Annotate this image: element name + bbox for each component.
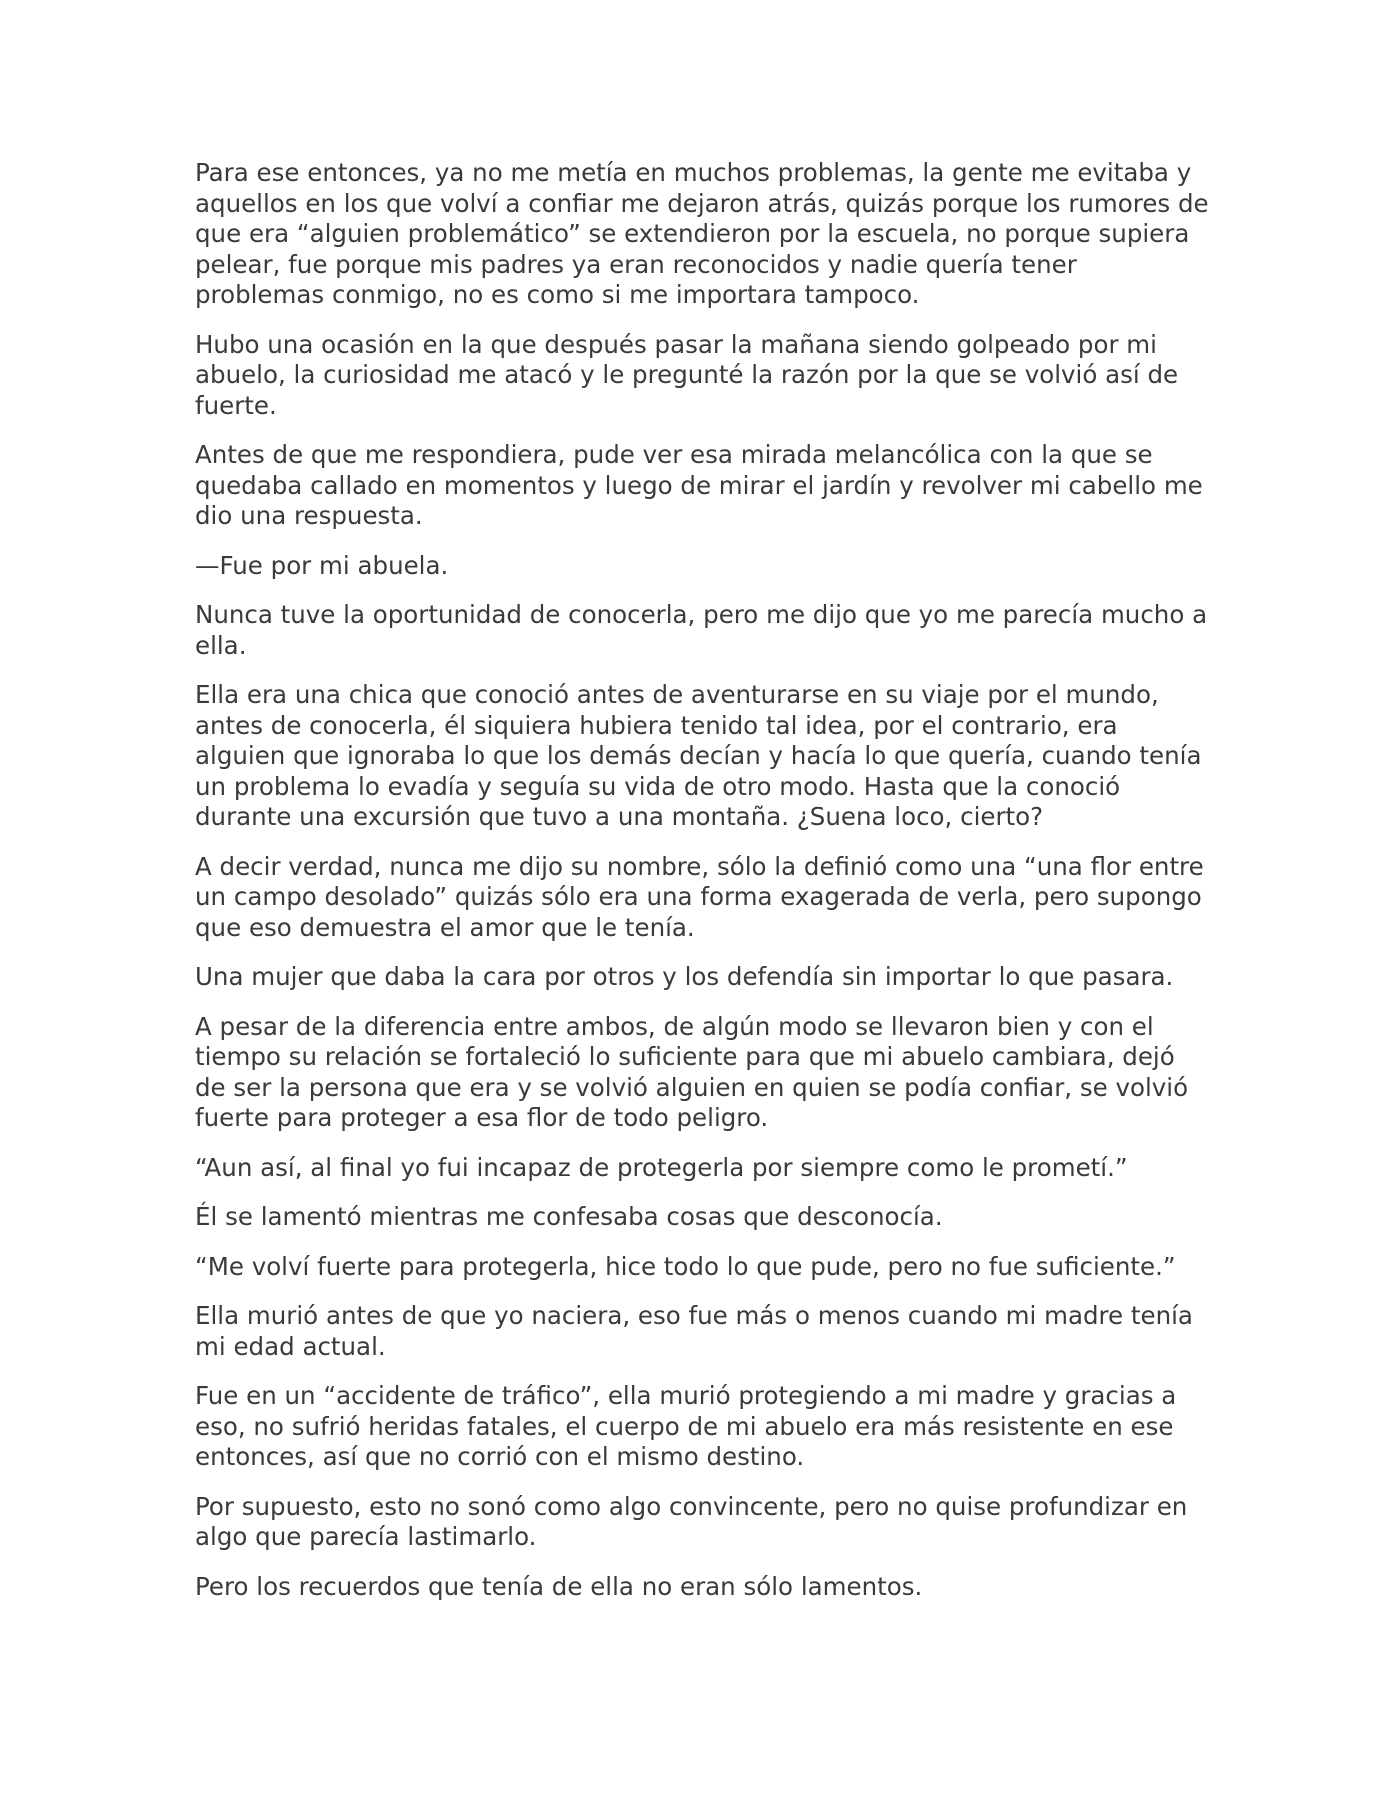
paragraph: “Me volví fuerte para protegerla, hice todo lo que pude, pero no fue suficiente.” — [195, 1251, 1176, 1281]
paragraph: Fue en un “accidente de tráfico”, ella murió protegiendo a mi madre y gracias a eso, no sufrió heridas fatales, el cuerpo de mi abuelo era más resistente en ese entonces, así que no corrió con el mismo destino. — [195, 1381, 1177, 1471]
paragraph: —Fue por mi abuela. — [195, 550, 449, 580]
paragraph: Antes de que me respondiera, pude ver esa mirada melancólica con la que se quedaba callado en momentos y luego de mirar el jardín y revolver mi cabello me dio una respuesta. — [195, 440, 1203, 530]
paragraph: Una mujer que daba la cara por otros y los defendía sin importar lo que pasara. — [195, 962, 1174, 991]
paragraph: Ella era una chica que conoció antes de aventurarse en su viaje por el mundo, antes de conocerla, él siquiera hubiera tenido tal idea, por el contrario, era alguien que ignoraba lo que los demás decían y hacía lo que quería, cuando tenía un problema lo evadía y seguía su vida de otro modo. Hasta que la conoció durante una excursión que tuvo a una montaña. ¿Suena loco, cierto? — [195, 680, 1202, 831]
paragraph: Hubo una ocasión en la que después pasar la mañana siendo golpeado por mi abuelo, la curiosidad me atacó y le pregunté la razón por la que se volvió así de fuerte. — [195, 329, 1179, 420]
paragraph: A decir verdad, nunca me dijo su nombre, sólo la definió como una “una flor entre un campo desolado” quizás sólo era una forma exagerada de verla, pero supongo que eso demuestra el amor que le tenía. — [195, 851, 1204, 942]
paragraph: Pero los recuerdos que tenía de ella no eran sólo lamentos. — [195, 1571, 923, 1601]
paragraph: Por supuesto, esto no sonó como algo convincente, pero no quise profundizar en algo que parecía lastimarlo. — [195, 1491, 1188, 1551]
paragraph: Él se lamentó mientras me confesaba cosas que desconocía. — [195, 1202, 943, 1231]
paragraph: “Aun así, al final yo fui incapaz de protegerla por siempre como le prometí.” — [195, 1152, 1128, 1182]
paragraph: A pesar de la diferencia entre ambos, de algún modo se llevaron bien y con el tiempo su relación se fortaleció lo suficiente para que mi abuelo cambiara, dejó de ser la persona que era y se volvió alguien en quien se podía confiar, se volvió fuerte para proteger a esa flor de todo peligro. — [195, 1011, 1189, 1132]
document-body — [195, 158, 1210, 1621]
paragraph: Nunca tuve la oportunidad de conocerla, pero me dijo que yo me parecía mucho a ella. — [195, 600, 1208, 660]
paragraph: Para ese entonces, ya no me metía en muchos problemas, la gente me evitaba y aquellos en los que volví a confiar me dejaron atrás, quizás porque los rumores de que era “alguien problemático” se extendieron por la escuela, no porque supiera pelear, fue porque mis padres ya eran reconocidos y nadie quería tener problemas conmigo, no es como si me importara tampoco. — [195, 158, 1209, 309]
paragraph: Ella murió antes de que yo naciera, eso fue más o menos cuando mi madre tenía mi edad actual. — [195, 1301, 1193, 1361]
